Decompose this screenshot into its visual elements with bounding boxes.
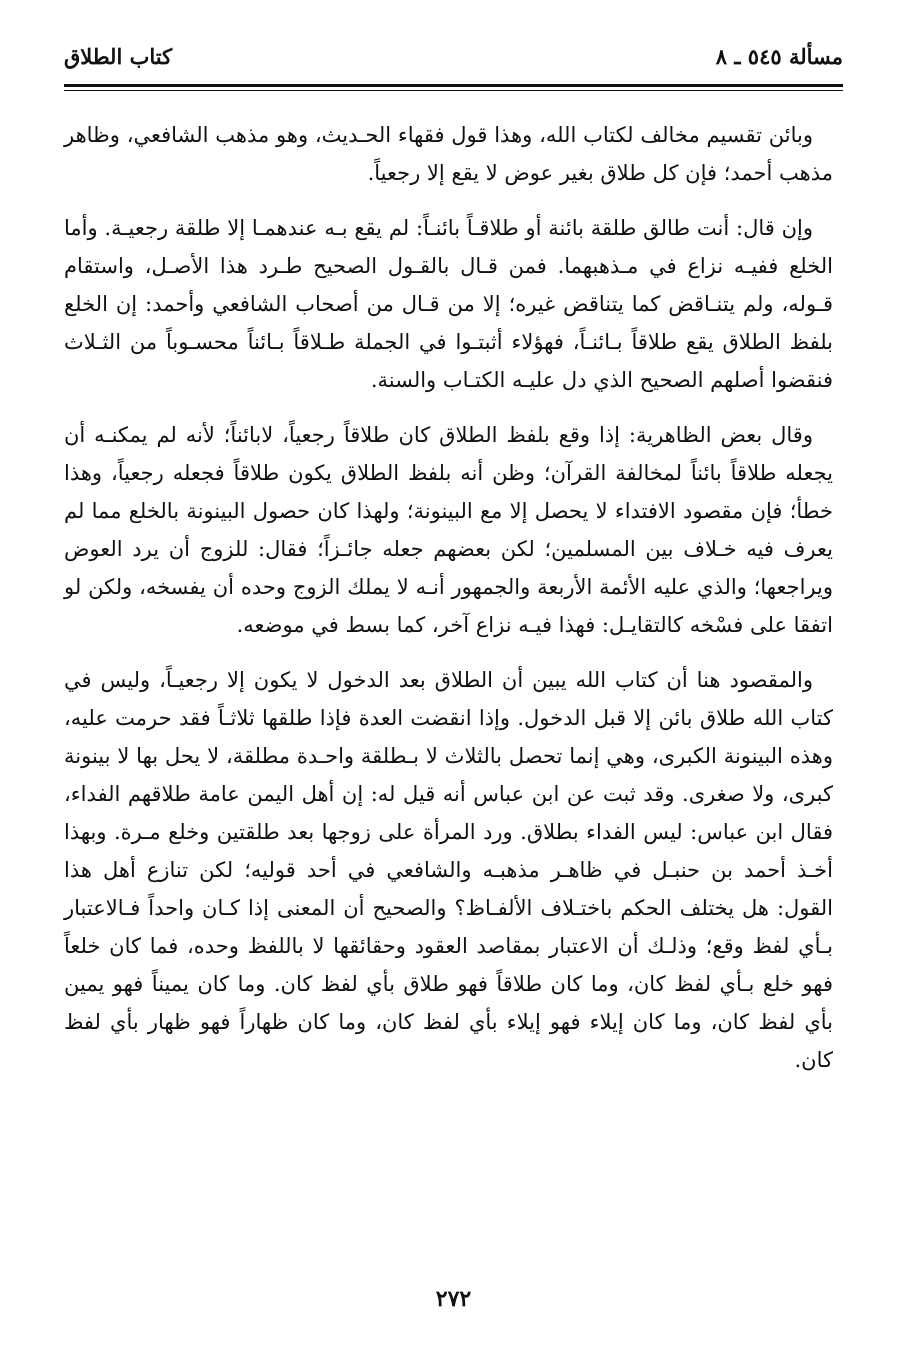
paragraph-3: وقال بعض الظاهرية: إذا وقع بلفظ الطلاق كان طلاقاً رجعياً، لابائناً؛ لأنه لم يمكنـه أن يجعله طلاقاً بائناً لمخالفة القرآن؛ وظن أنه بلفظ الطلاق يكون طلاقاً فجعله رجعياً، وهذا خطأ؛ فإن مقصود الافتداء لا يحصل إلا مع البينونة؛ ولهذا كان حصول البينونة بالخلع مما لم يعرف فيه خـلاف بين المسلمين؛ لكن بعضهم جعله جائـزاً؛ فقال: للزوج أن يرد العوض ويراجعها؛ والذي عليه الأئمة الأربعة والجمهور أنـه لا يملك الزوج وحده أن يفسخه، ولكن لو اتفقا على فسْخه كالتقايـل: فهذا فيـه نزاع آخر، كما بسط في موضعه. bbox=[64, 423, 833, 637]
header-rule-thick bbox=[64, 84, 843, 87]
issue-label: مسألة ٥٤٥ ـ ٨ bbox=[715, 44, 843, 69]
running-header bbox=[64, 38, 843, 78]
chapter-title: كتاب الطلاق bbox=[64, 44, 173, 69]
body-text bbox=[64, 116, 833, 1096]
paragraph-2: وإن قال: أنت طالق طلقة بائنة أو طلاقـاً بائنـاً: لم يقع بـه عندهمـا إلا طلقة رجعيـة. وأما الخلع ففيـه نزاع في مـذهبهما. فمن قـال بالقـول الصحيح طـرد هذا الأصـل، واستقام قـوله، ولم يتنـاقض كما يتناقض غيره؛ إلا من قـال من أصحاب الشافعي وأحمد: إن الخلع بلفظ الطلاق يقع طلاقاً بـائنـاً، فهؤلاء أثبتـوا في الجملة طـلاقاً بـائناً محسـوباً من الثـلاث فنقضوا أصلهم الصحيح الذي دل عليـه الكتـاب والسنة. bbox=[64, 216, 833, 392]
paragraph-1: وبائن تقسيم مخالف لكتاب الله، وهذا قول فقهاء الحـديث، وهو مذهب الشافعي، وظاهر مذهب أحمد؛ فإن كل طلاق بغير عوض لا يقع إلا رجعياً. bbox=[64, 123, 833, 185]
header-rule-thin bbox=[64, 90, 843, 91]
paragraph-4: والمقصود هنا أن كتاب الله يبين أن الطلاق بعد الدخول لا يكون إلا رجعيـاً، وليس في كتاب الله طلاق بائن إلا قبل الدخول. وإذا انقضت العدة فإذا طلقها ثلاثـاً فقد حرمت عليه، وهذه البينونة الكبرى، وهي إنما تحصل بالثلاث لا بـطلقة واحـدة مطلقة، لا يحل بها لا بينونة كبرى، ولا صغرى. وقد ثبت عن ابن عباس أنه قيل له: إن أهل اليمن عامة طلاقهم الفداء، فقال ابن عباس: ليس الفداء بطلاق. ورد المرأة على زوجها بعد طلقتين وخلع مـرة. وبهذا أخـذ أحمد بن حنبـل في ظاهـر مذهبـه والشافعي في أحد قوليه؛ لكن تنازع أهل هذا القول: هل يختلف الحكم باختـلاف الألفـاظ؟ والصحيح أن المعنى إذا كـان واحداً فـالاعتبار بـأي لفظ وقع؛ وذلـك أن الاعتبار بمقاصد العقود وحقائقها لا باللفظ وحده، فما كان خلعاً فهو خلع بـأي لفظ كان، وما كان طلاقاً فهو طلاق بأي لفظ كان. وما كان يميناً فهو يمين بأي لفظ كان، وما كان إيلاء فهو إيلاء بأي لفظ كان، وما كان ظهاراً فهو ظهار بأي لفظ كان. bbox=[64, 668, 833, 1072]
page-number: ٢٧٢ bbox=[435, 1286, 472, 1312]
